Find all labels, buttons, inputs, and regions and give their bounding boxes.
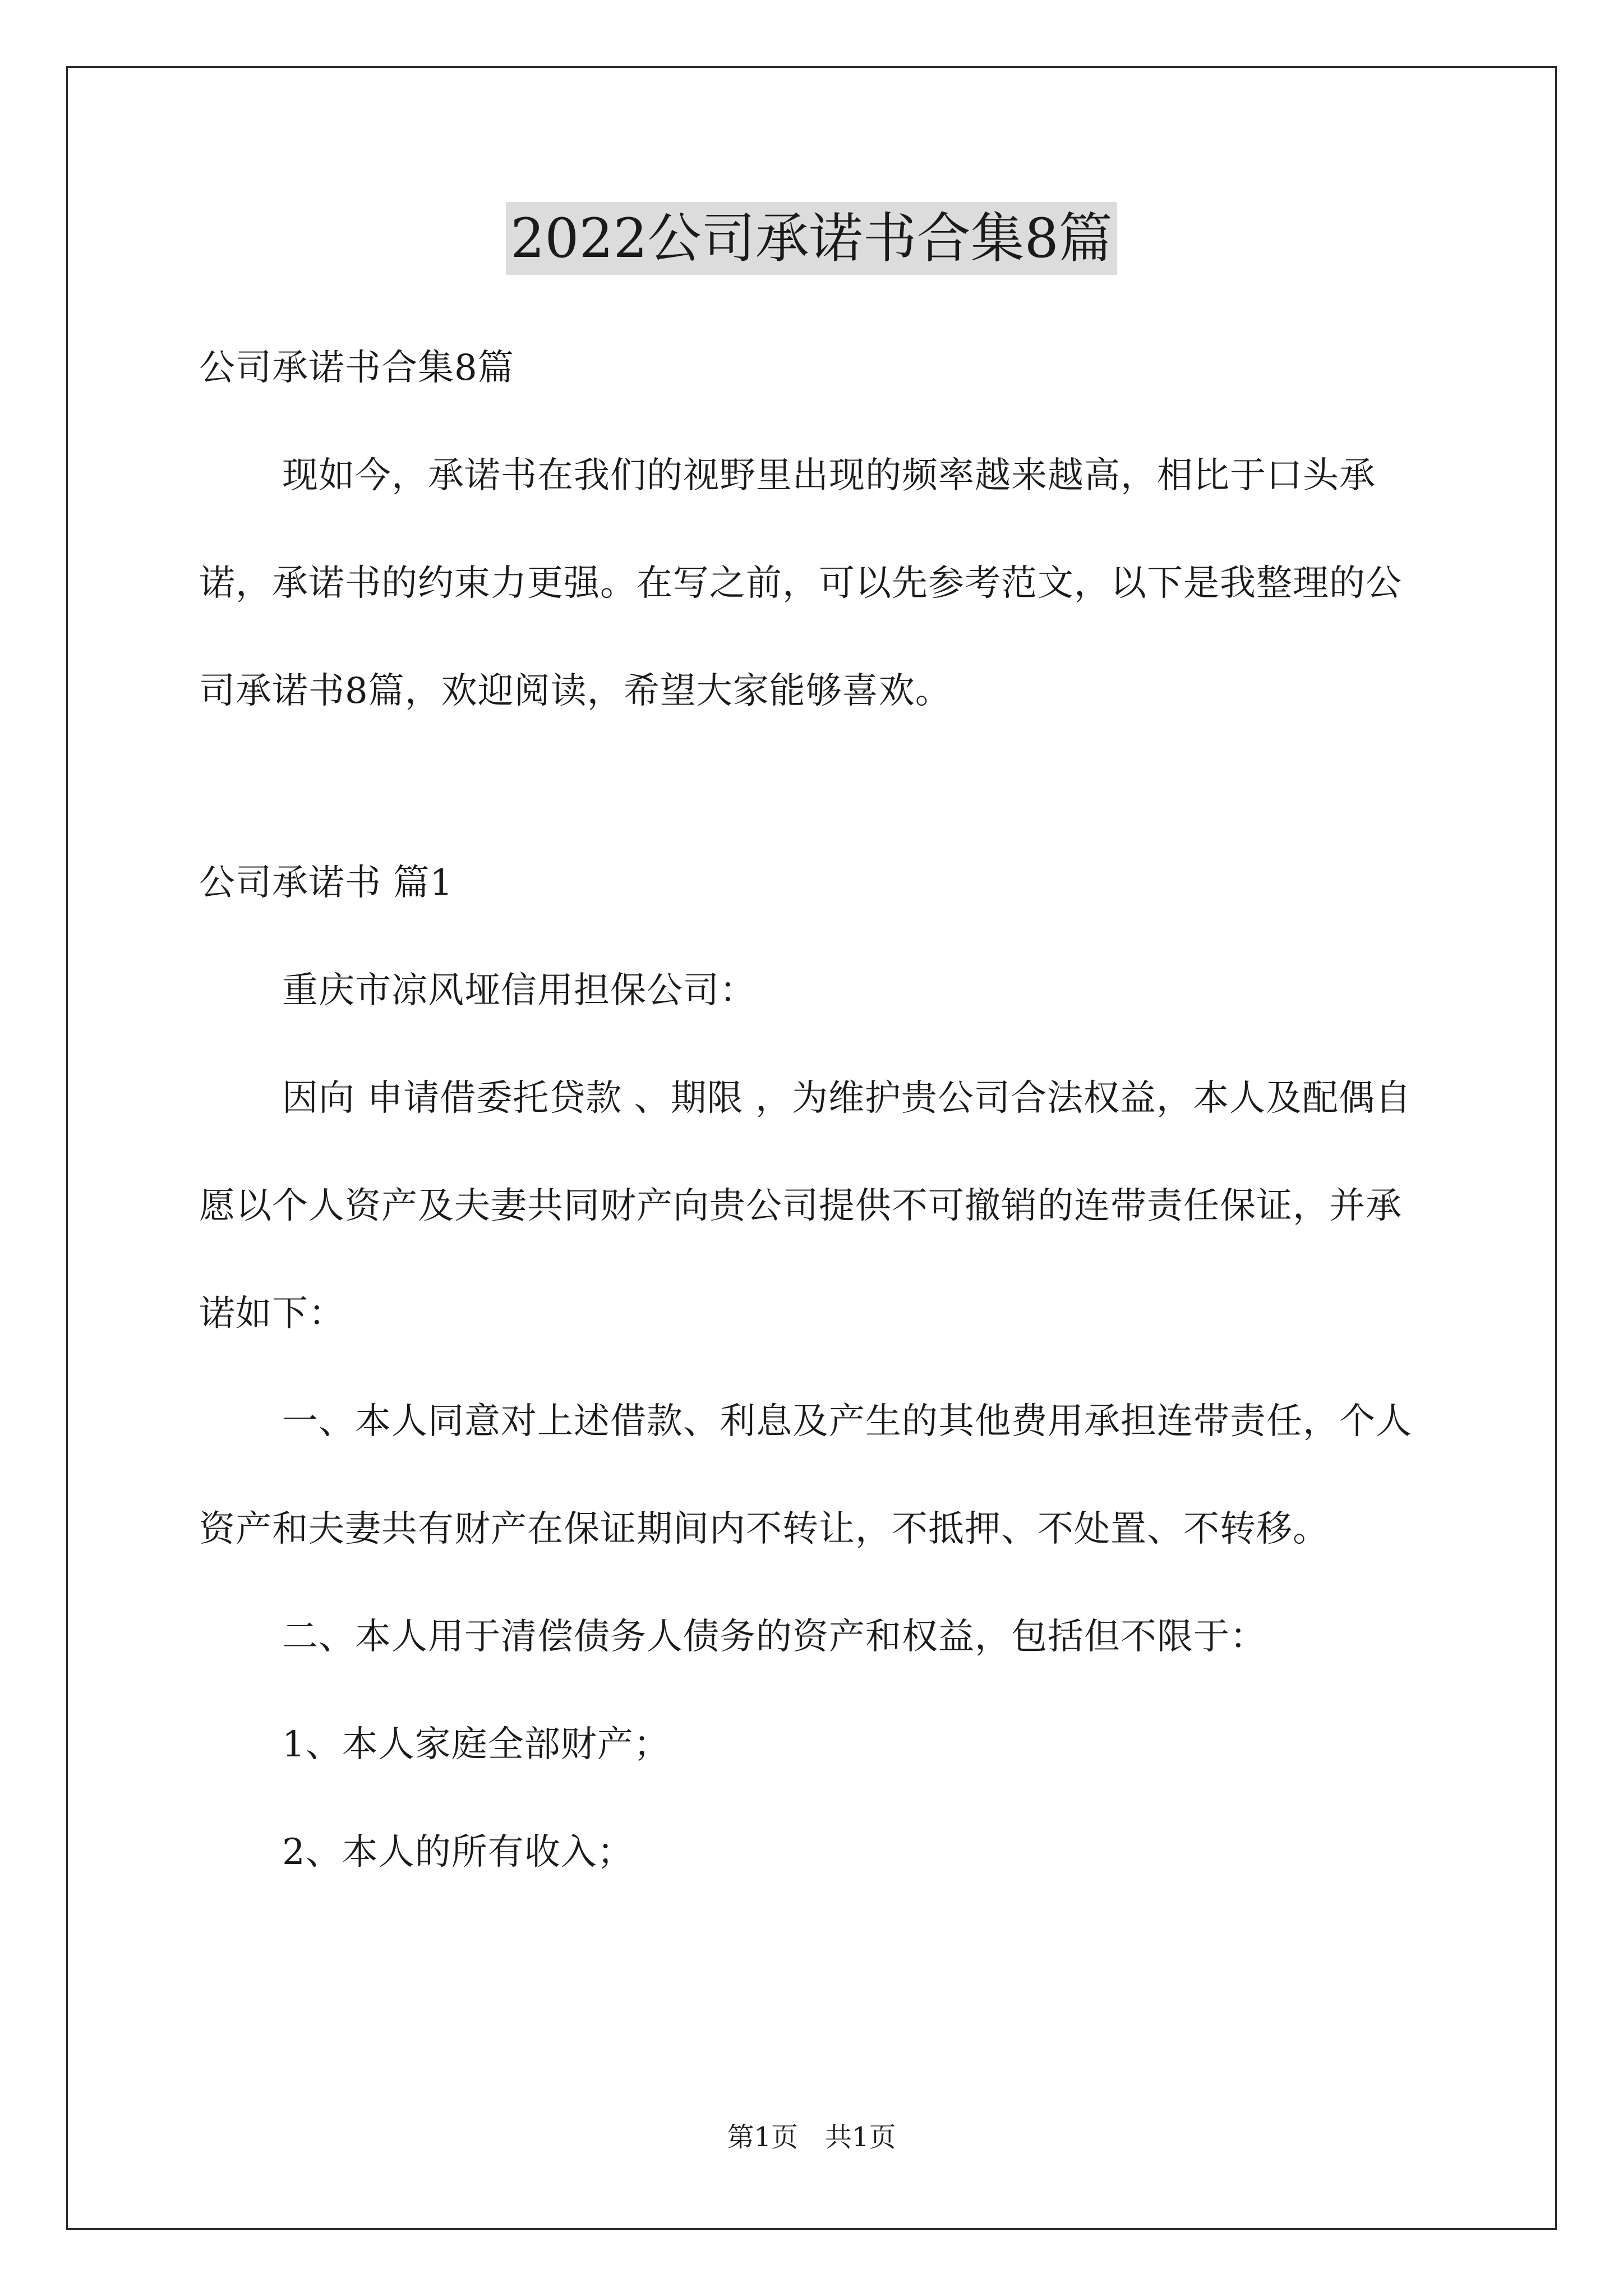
section-gap — [199, 745, 1433, 829]
body-paragraph: 二、本人用于清偿债务人债务的资产和权益，包括但不限于： — [282, 1616, 1266, 1658]
page-footer — [0, 2120, 1623, 2154]
body-paragraph: 因向 申请借委托贷款 、期限 ，为维护贵公司合法权益，本人及配偶自愿以个人资产及夫妻共同财产向贵公司提供不可撤销的连带责任保证，并承诺如下： — [199, 1078, 1412, 1335]
body-paragraph: 一、本人同意对上述借款、利息及产生的其他费用承担连带责任，个人资产和夫妻共有财产在保证期间内不转让，不抵押、不处置、不转移。 — [199, 1401, 1412, 1550]
document-title-text: 2022公司承诺书合集8篇 — [506, 202, 1117, 275]
document-body — [199, 314, 1433, 1906]
document-title — [0, 202, 1623, 275]
document-subtitle: 公司承诺书合集8篇 — [199, 347, 514, 389]
addressee-line: 重庆市凉风垭信用担保公司： — [282, 970, 756, 1011]
page-number: 第1页 共1页 — [727, 2122, 896, 2153]
list-item: 2、本人的所有收入； — [282, 1832, 634, 1873]
list-item: 1、本人家庭全部财产； — [282, 1724, 670, 1765]
intro-paragraph: 现如今，承诺书在我们的视野里出现的频率越来越高，相比于口头承诺，承诺书的约束力更强。在写之前，可以先参考范文，以下是我整理的公司承诺书8篇，欢迎阅读，希望大家能够喜欢。 — [199, 455, 1402, 712]
section-heading: 公司承诺书 篇1 — [199, 862, 454, 904]
